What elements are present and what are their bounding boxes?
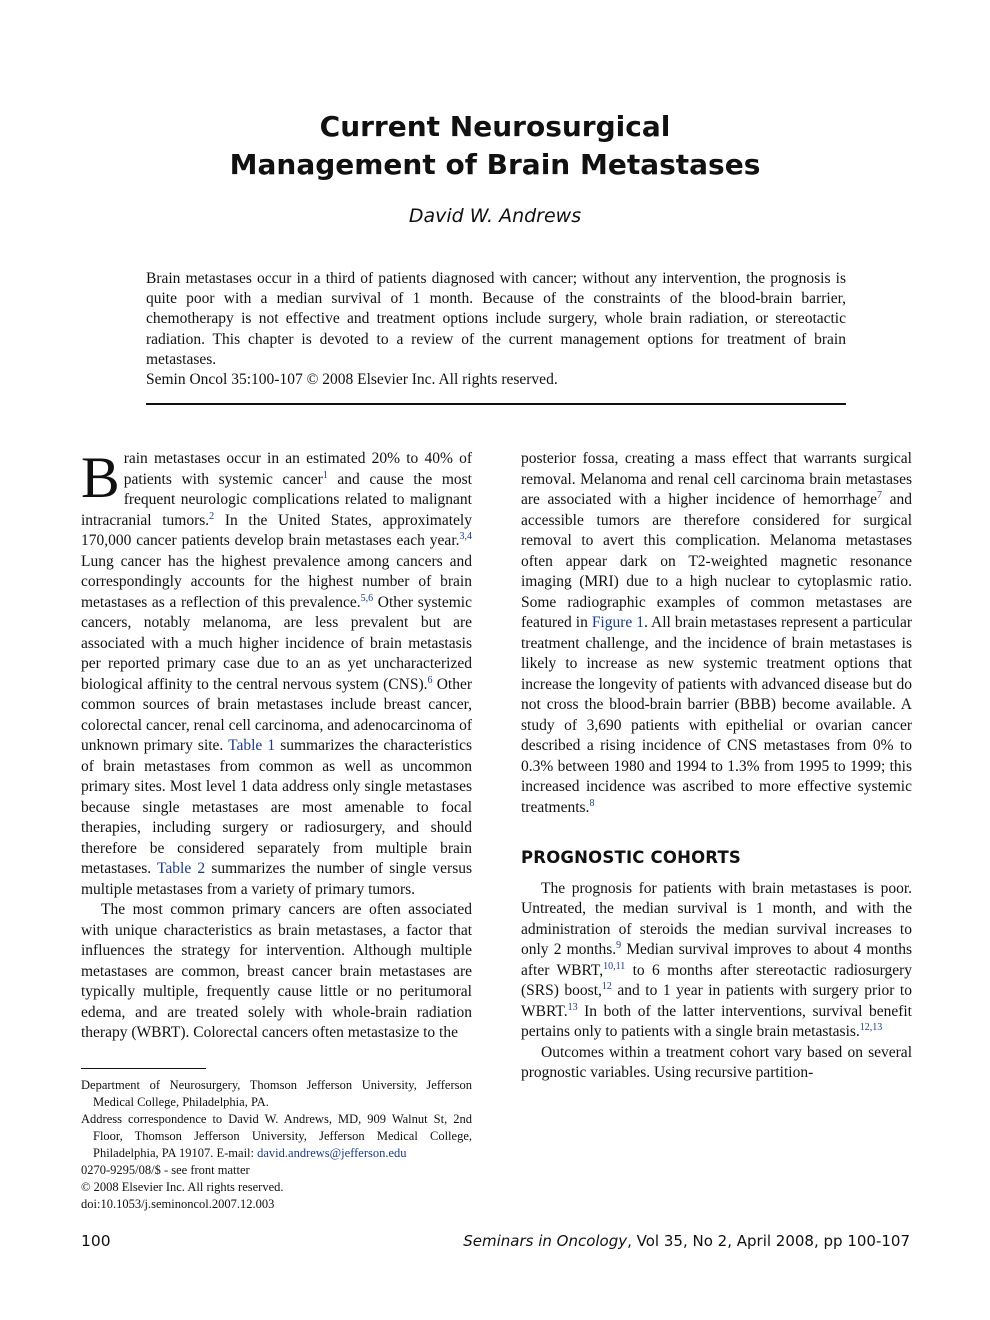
correspondence-note: [81, 1111, 472, 1162]
article-title: [0, 108, 990, 184]
text-run: and cause the most frequent neurologic complications related to malignant intracranial tumors.: [81, 470, 472, 529]
text-run: Lung cancer has the highest prevalence among cancers and correspondingly accounts for the highest number of brain metastases as a reflection of this prevalence.: [81, 552, 472, 611]
email-link[interactable]: david.andrews@jefferson.edu: [257, 1146, 407, 1160]
footnotes: [81, 1077, 472, 1213]
reference-12[interactable]: 12: [601, 980, 612, 992]
text-run: The prognosis for patients with brain metastases is poor. Untreated, the median survival is 1 month, and with the administration of steroids the median survival increases to only 2 months.: [521, 879, 912, 958]
table-1-link[interactable]: Table 1: [228, 737, 276, 754]
reference-5-6[interactable]: 5,6: [360, 592, 374, 604]
table-2-link[interactable]: Table 2: [157, 860, 206, 877]
text-run: In the United States, approximately 170,000 cancer patients develop brain metastases each year.: [81, 511, 472, 549]
journal-details: , Vol 35, No 2, April 2008, pp 100-107: [627, 1232, 910, 1250]
page-number: 100: [81, 1232, 111, 1250]
text-run: rain metastases occur in an estimated 20% to 40% of patients with systemic cancer: [123, 450, 472, 488]
left-column: [81, 445, 473, 1044]
abstract-text: Brain metastases occur in a third of patients diagnosed with cancer; without any intervention, the prognosis is quite poor with a median survival of 1 month. Because of the constraints of the blood-brain barrier, chemotherapy is not effective and treatment options include surgery, whole brain radiation, or stereotactic radiation. This chapter is devoted to a review of the current management options for treatment of brain metastases.: [146, 270, 846, 368]
reference-7[interactable]: 7: [877, 489, 883, 501]
reference-3-4[interactable]: 3,4: [459, 530, 472, 542]
journal-citation: [463, 1232, 910, 1250]
title-line-1: Current Neurosurgical: [319, 110, 671, 143]
reference-2[interactable]: 2: [209, 510, 215, 522]
text-run: . All brain metastases represent a particular treatment challenge, and the incidence of brain metastases is likely to increase as new systemic treatment options that increase the longevity of patients with advanced disease but do not cross the blood-brain barrier (BBB) become available. A study of 3,690 patients with epithelial or ovarian cancer described a rising incidence of CNS metastases from 0% to 0.3% between 1980 and 1994 to 1.3% from 1995 to 1999; this increased incidence was ascribed to more effective systemic treatments.: [521, 614, 912, 816]
text-run: to 6 months after stereotactic radiosurgery (SRS) boost,: [521, 961, 912, 999]
text-run: The most common primary cancers are often associated with unique characteristics as brain metastases, a factor that influences the strategy for intervention. Although multiple metastases are common, breast cancer brain metastases are typically multiple, frequently cause little or no peritumoral edema, and are treated solely with whole-brain radiation therapy (WBRT). Colorectal cancers often metastasize to the: [81, 901, 472, 1041]
figure-1-link[interactable]: Figure 1: [591, 614, 645, 631]
text-run: Other systemic cancers, notably melanoma, are less prevalent but are associated with a much higher incidence of brain metastasis per reported primary case due to an as yet uncharacterized biological affinity to the central nervous system (CNS).: [81, 593, 472, 693]
drop-cap: B: [81, 445, 120, 510]
reference-1[interactable]: 1: [322, 469, 328, 481]
copyright-note: © 2008 Elsevier Inc. All rights reserved.: [81, 1180, 284, 1194]
paragraph-2: [81, 900, 472, 1044]
author-name: David W. Andrews: [408, 205, 582, 227]
issn-note: 0270-9295/08/$ - see front matter: [81, 1163, 250, 1177]
footnote-divider: [81, 1068, 206, 1069]
text-run: summarizes the characteristics of brain metastases from common as well as uncommon primary sites. Most level 1 data address only single metastases because single metastases are most amenable to focal therapies, including surgery or radiosurgery, and should therefore be considered separately from multiple brain metastases.: [81, 737, 472, 877]
text-run: posterior fossa, creating a mass effect that warrants surgical removal. Melanoma and renal cell carcinoma brain metastases are associated with a higher incidence of hemorrhage: [521, 450, 912, 508]
reference-9[interactable]: 9: [616, 939, 622, 951]
journal-name: Seminars in Oncology: [463, 1232, 628, 1250]
abstract-divider: [146, 403, 846, 405]
title-line-2: Management of Brain Metastases: [229, 148, 761, 181]
text-run: Other common sources of brain metastases include breast cancer, colorectal cancer, renal cell carcinoma, and adenocarcinoma of unknown primary site.: [81, 675, 472, 754]
right-column: [521, 449, 912, 1084]
text-run: and to 1 year in patients with surgery prior to WBRT.: [521, 982, 912, 1020]
abstract-citation: Semin Oncol 35:100-107 © 2008 Elsevier Inc. All rights reserved.: [146, 371, 558, 389]
doi-note: doi:10.1053/j.seminoncol.2007.12.003: [81, 1197, 275, 1211]
correspondence-text: Address correspondence to David W. Andrews, MD, 909 Walnut St, 2nd Floor, Thomson Jefferson University, Jefferson Medical College, Philadelphia, PA 19107. E-mail:: [81, 1112, 472, 1160]
reference-13[interactable]: 13: [567, 1001, 578, 1013]
paragraph-3: [521, 879, 912, 1043]
section-heading: PROGNOSTIC COHORTS: [521, 848, 742, 867]
text-run: In both of the latter interventions, survival benefit pertains only to patients with a single brain metastasis.: [521, 1002, 912, 1040]
reference-8[interactable]: 8: [589, 797, 595, 809]
abstract: [146, 269, 846, 390]
text-run: Median survival improves to about 4 months after WBRT,: [521, 941, 913, 979]
reference-10-11[interactable]: 10,11: [603, 960, 626, 972]
paragraph-4: Outcomes within a treatment cohort vary based on several prognostic variables. Using recursive partition-: [521, 1043, 912, 1081]
paragraph-1: [81, 445, 473, 900]
reference-6[interactable]: 6: [427, 674, 433, 686]
reference-12-13[interactable]: 12,13: [859, 1021, 883, 1033]
text-run: and accessible tumors are therefore considered for surgical removal to avert this complication. Melanoma metastases often appear dark on T2-weighted magnetic resonance imaging (MRI) due to a high nuclear to cytoplasmic ratio. Some radiographic examples of common metastases are featured in: [521, 491, 912, 631]
text-run: summarizes the number of single versus multiple metastases from a variety of primary tumors.: [81, 860, 473, 898]
paragraph-2-continued: [521, 449, 912, 818]
affiliation-note: Department of Neurosurgery, Thomson Jefferson University, Jefferson Medical College, Philadelphia, PA.: [81, 1078, 472, 1109]
